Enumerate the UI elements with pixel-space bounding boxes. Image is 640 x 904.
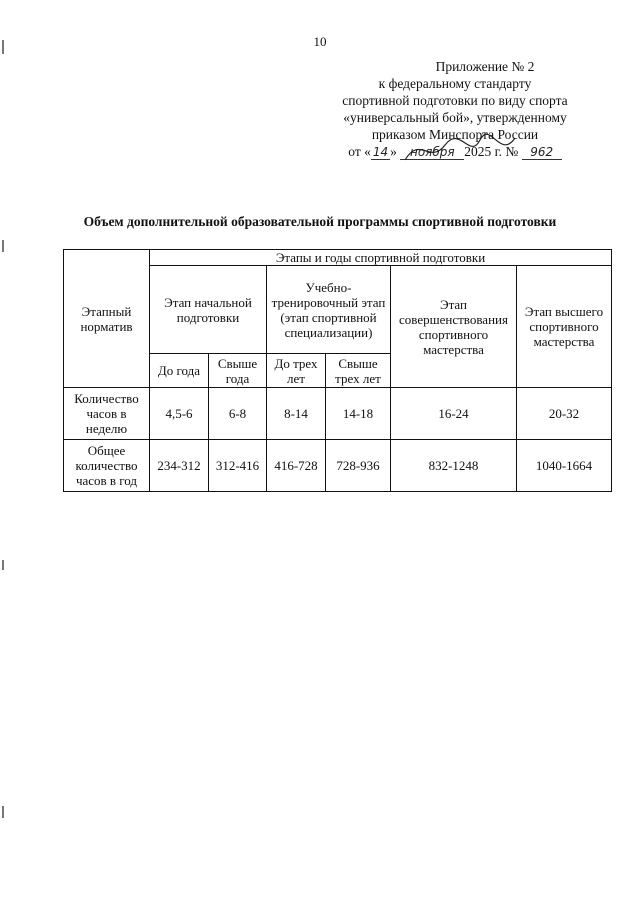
annex-line: спортивной подготовки по виду спорта (342, 93, 568, 108)
table-cell: 1040-1664 (517, 440, 612, 492)
subcol-training-2: Свыше трех лет (326, 354, 391, 388)
table-cell: 728-936 (326, 440, 391, 492)
annex-line: «универсальный бой», утвержденному (343, 110, 567, 125)
scan-mark (2, 806, 4, 818)
order-day: 14 (372, 145, 389, 159)
stage-improvement-header: Этап совершенствования спортивного мастерства (391, 266, 517, 388)
stage-initial-header: Этап начальной подготовки (150, 266, 267, 354)
stage-highest-header: Этап высшего спортивного мастерства (517, 266, 612, 388)
order-year: 2025 г. № (464, 144, 519, 159)
table-cell: 20-32 (517, 388, 612, 440)
order-number: 962 (522, 146, 562, 160)
order-mid: » (390, 144, 397, 159)
scan-mark (2, 240, 4, 252)
table-row (64, 388, 612, 440)
order-prefix: от « (348, 144, 371, 159)
signature-scribble (400, 130, 520, 170)
subcol-initial-1: До года (150, 354, 209, 388)
table-cell: 4,5-6 (150, 388, 209, 440)
table-cell: 312-416 (209, 440, 267, 492)
subcol-initial-2: Свыше года (209, 354, 267, 388)
table-cell: 234-312 (150, 440, 209, 492)
scan-mark (2, 560, 4, 570)
page-number: 10 (313, 34, 327, 49)
order-month: ноября (400, 146, 464, 160)
table-cell: 14-18 (326, 388, 391, 440)
subcol-training-1: До трех лет (267, 354, 326, 388)
table-header-row (64, 250, 612, 266)
group-header-cell: Этапы и годы спортивной подготовки (150, 250, 612, 266)
row-label: Общее количество часов в год (64, 440, 150, 492)
annex-line: приказом Минспорта России (371, 127, 539, 142)
table-cell: 6-8 (209, 388, 267, 440)
table-cell: 16-24 (391, 388, 517, 440)
annex-title: Приложение № 2 (435, 59, 535, 74)
row-header-cell: Этапный норматив (64, 250, 150, 388)
table-cell: 8-14 (267, 388, 326, 440)
stage-training-header: Учебно-тренировочный этап (этап спортивной специализации) (267, 266, 391, 354)
annex-line: к федеральному стандарту (378, 76, 532, 91)
table-cell: 832-1248 (391, 440, 517, 492)
document-heading: Объем дополнительной образовательной программы спортивной подготовки (83, 214, 557, 229)
table-cell: 416-728 (267, 440, 326, 492)
row-label: Количество часов в неделю (64, 388, 150, 440)
program-volume-table (63, 249, 612, 492)
table-row (64, 440, 612, 492)
